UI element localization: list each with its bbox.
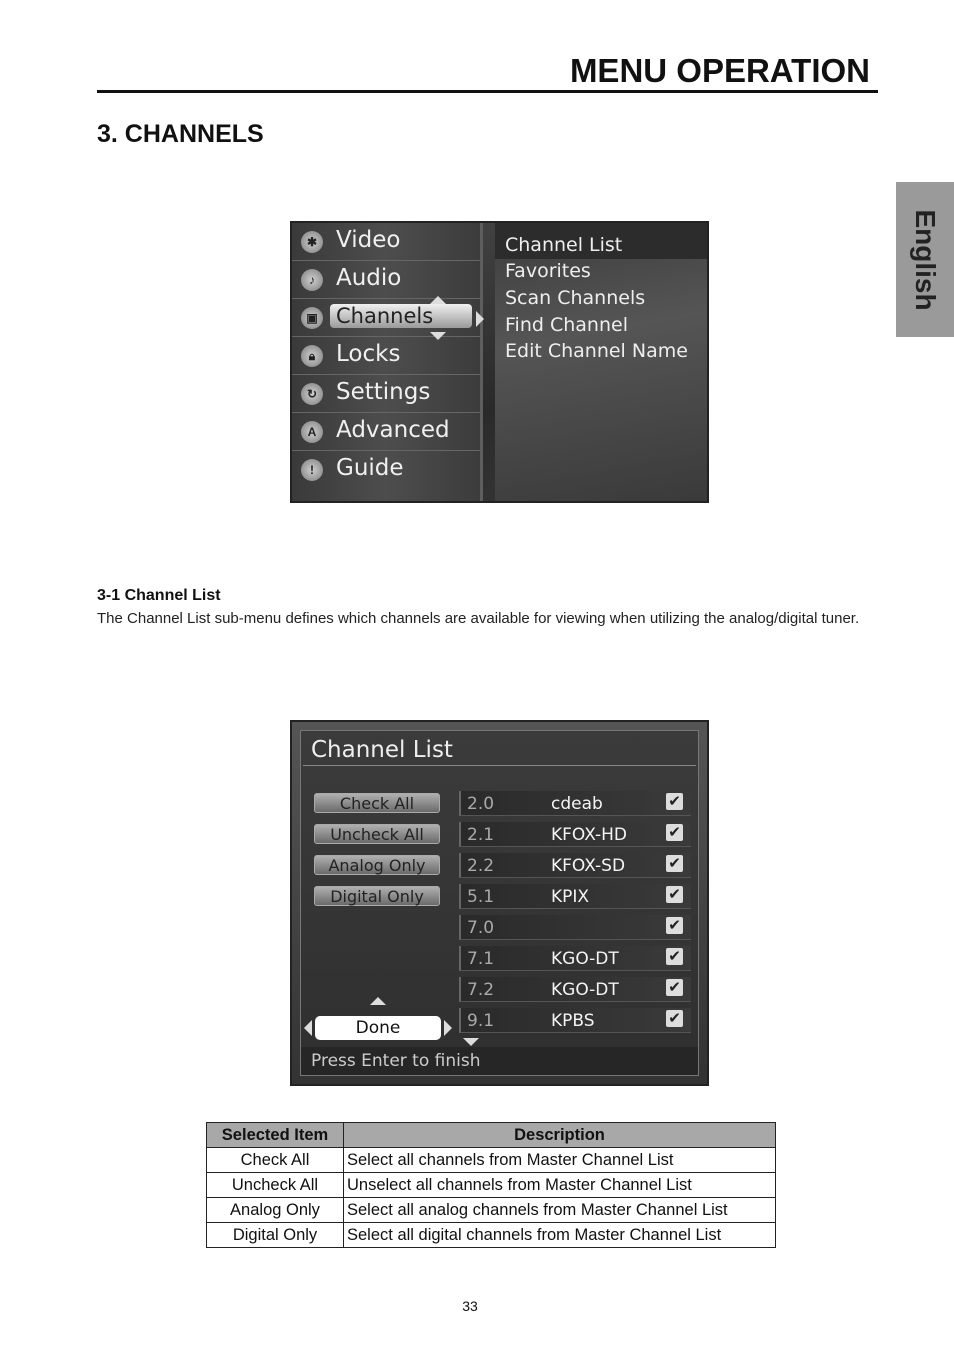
digital-only-button[interactable]: Digital Only [314,886,440,906]
table-header-row [207,1123,776,1148]
table-row [207,1223,776,1248]
channel-row[interactable] [459,884,691,909]
table-cell: Select all channels from Master Channel List [344,1148,776,1173]
menu-item-label: Video [336,227,401,253]
submenu-item-favorites[interactable]: Favorites [505,260,591,282]
table-cell: Analog Only [207,1198,344,1223]
language-tab [896,182,954,337]
channel-name: KPBS [551,1011,595,1031]
menu-item-label: Locks [336,341,401,367]
channel-name: KFOX-HD [551,825,628,845]
video-icon: ✱ [301,231,323,253]
checkbox-checked-icon[interactable]: ✔ [666,824,683,841]
title-divider [303,765,696,766]
channel-name: KGO-DT [551,980,619,1000]
table-row [207,1173,776,1198]
done-right-arrow-icon [444,1020,452,1036]
channel-number: 9.1 [467,1011,495,1031]
menu-item-label: Advanced [336,417,450,443]
checkbox-checked-icon[interactable]: ✔ [666,855,683,872]
submenu-item-find-channel[interactable]: Find Channel [505,314,628,336]
main-menu-screenshot [290,221,709,503]
channel-name: cdeab [551,794,603,814]
menu-item-settings[interactable] [292,375,480,413]
channels-icon: ▣ [301,307,323,329]
uncheck-all-button[interactable]: Uncheck All [314,824,440,844]
status-bar [301,1047,698,1075]
submenu-item-scan-channels[interactable]: Scan Channels [505,287,646,309]
menu-item-label: Channels [330,304,472,328]
table-cell: Select all digital channels from Master Channel List [344,1223,776,1248]
subsection-body: The Channel List sub-menu defines which channels are available for viewing when utilizing the analog/digital tuner. [97,610,860,627]
channel-number: 7.0 [467,918,495,938]
table-row [207,1198,776,1223]
channel-list-title: Channel List [311,737,453,763]
checkbox-checked-icon[interactable]: ✔ [666,1010,683,1027]
selected-item-table [206,1122,776,1248]
channel-row[interactable] [459,822,691,847]
submenu-item-channel-list[interactable]: Channel List [495,223,709,259]
table-header: Description [344,1123,776,1148]
settings-icon: ↻ [301,383,323,405]
menu-item-audio[interactable] [292,261,480,299]
table-cell: Digital Only [207,1223,344,1248]
menu-item-guide[interactable] [292,451,480,489]
channel-number: 2.2 [467,856,495,876]
menu-item-advanced[interactable] [292,413,480,451]
lock-icon: 🔒︎ [301,345,323,367]
status-text: Press Enter to finish [311,1051,481,1071]
channel-name: KPIX [551,887,590,907]
scroll-up-icon [430,296,446,304]
menu-item-label: Settings [336,379,431,405]
main-menu-list [292,223,483,501]
table-cell: Select all analog channels from Master Channel List [344,1198,776,1223]
subsection-heading: 3-1 Channel List [97,587,221,604]
menu-item-label: Guide [336,455,404,481]
header-rule [97,90,878,93]
done-up-arrow-icon [370,997,386,1005]
channel-number: 7.1 [467,949,495,969]
checkbox-checked-icon[interactable]: ✔ [666,948,683,965]
table-row [207,1148,776,1173]
audio-icon: ♪ [301,269,323,291]
menu-item-locks[interactable] [292,337,480,375]
channel-number: 7.2 [467,980,495,1000]
section-title: 3. CHANNELS [97,120,264,148]
submenu-item-edit-channel-name[interactable]: Edit Channel Name [505,340,688,362]
menu-item-video[interactable] [292,223,480,261]
advanced-icon: A [301,421,323,443]
check-all-button[interactable]: Check All [314,793,440,813]
checkbox-checked-icon[interactable]: ✔ [666,886,683,903]
channel-list-panel [300,730,699,1076]
guide-icon: ! [301,459,323,481]
analog-only-button[interactable]: Analog Only [314,855,440,875]
table-header: Selected Item [207,1123,344,1148]
done-button[interactable]: Done [315,1016,441,1040]
language-tab-label: English [910,208,941,311]
channel-list-screenshot [290,720,709,1086]
submenu-arrow-icon [476,311,484,327]
table-cell: Check All [207,1148,344,1173]
channel-name: KFOX-SD [551,856,626,876]
page-number: 33 [462,1298,478,1314]
channel-row[interactable] [459,1008,691,1033]
table-cell: Uncheck All [207,1173,344,1198]
channels-submenu [495,223,709,501]
channel-row[interactable] [459,915,691,940]
checkbox-checked-icon[interactable]: ✔ [666,793,683,810]
channel-row[interactable] [459,791,691,816]
page-header-title: MENU OPERATION [569,52,870,89]
channel-row[interactable] [459,977,691,1002]
channel-row[interactable] [459,853,691,878]
channel-number: 2.0 [467,794,495,814]
table-cell: Unselect all channels from Master Channel List [344,1173,776,1198]
channel-number: 5.1 [467,887,495,907]
checkbox-checked-icon[interactable]: ✔ [666,917,683,934]
channel-row[interactable] [459,946,691,971]
checkbox-checked-icon[interactable]: ✔ [666,979,683,996]
menu-item-channels[interactable] [292,299,480,337]
done-left-arrow-icon [304,1020,312,1036]
channel-number: 2.1 [467,825,495,845]
menu-item-label: Audio [336,265,402,291]
list-scroll-down-icon[interactable] [463,1038,479,1046]
channel-name: KGO-DT [551,949,619,969]
